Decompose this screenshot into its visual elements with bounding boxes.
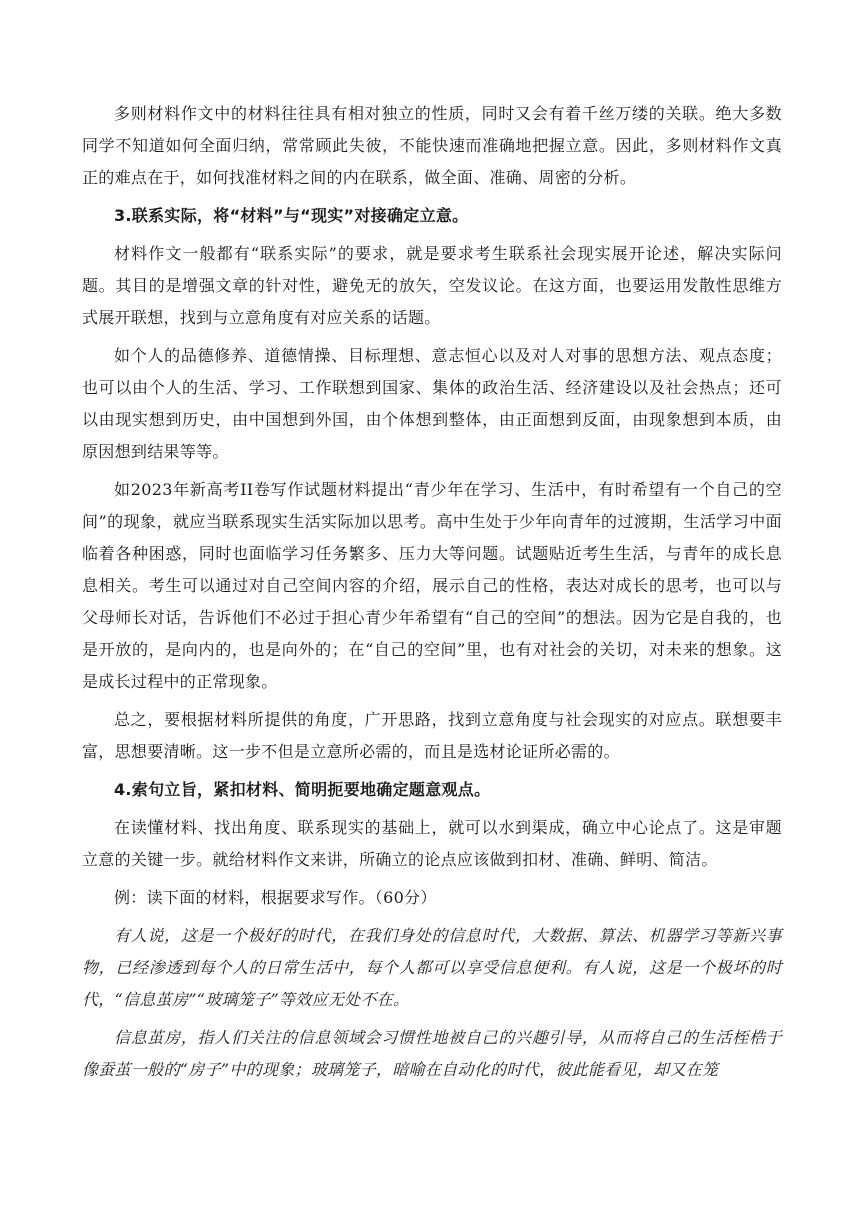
- paragraph-thesis: 在读懂材料、找出角度、联系现实的基础上，就可以水到渠成，确立中心论点了。这是审题立意的关键一步。就给材料作文来讲，所确立的论点应该做到扣材、准确、鲜明、简洁。: [82, 818, 782, 869]
- section-heading-4: 4.索句立旨，紧扣材料、简明扼要地确定题意观点。: [114, 780, 491, 799]
- paragraph-2023-exam: 如2023年新高考II卷写作试题材料提出“青少年在学习、生活中，有时希望有一个自己的空间”的现象，就应当联系现实生活实际加以思考。高中生处于少年向青年的过渡期，生活学习中面临着各种困惑，同时也面临学习任务繁多、压力大等问题。试题贴近考生生活，与青年的成长息息相关。考生可以通过对自己空间内容的介绍，展示自己的性格，表达对成长的思考，也可以与父母师长对话，告诉他们不必过于担心青少年希望有“自己的空间”的想法。因为它是自我的，也是开放的，是向内的，也是向外的；在“自己的空间”里，也有对社会的关切，对未来的想象。这是成长过程中的正常现象。: [82, 480, 782, 691]
- paragraph-intro: 多则材料作文中的材料往往具有相对独立的性质，同时又会有着千丝万缕的关联。绝大多数同学不知道如何全面归纳，常常顾此失彼，不能快速而准确地把握立意。因此，多则材料作文真正的难点在于，如何找准材料之间的内在联系，做全面、准确、周密的分析。: [82, 104, 782, 187]
- paragraph-examples-association: 如个人的品德修养、道德情操、目标理想、意志恒心以及对人对事的思想方法、观点态度；也可以由个人的生活、学习、工作联想到国家、集体的政治生活、经济建设以及社会热点；还可以由现实想到历史，由中国想到外国，由个体想到整体，由正面想到反面，由现象想到本质，由原因想到结果等等。: [82, 346, 782, 461]
- paragraph-connect-reality: 材料作文一般都有“联系实际”的要求，就是要求考生联系社会现实展开论述，解决实际问题。其目的是增强文章的针对性，避免无的放矢，空发议论。在这方面，也要运用发散性思维方式展开联想，找到与立意角度有对应关系的话题。: [82, 244, 782, 327]
- paragraph-summary: 总之，要根据材料所提供的角度，广开思路，找到立意角度与社会现实的对应点。联想要丰富，思想要清晰。这一步不但是立意所必需的，而且是选材论证所必需的。: [82, 710, 782, 761]
- material-paragraph-2: 信息茧房，指人们关注的信息领域会习惯性地被自己的兴趣引导，从而将自己的生活桎梏于像蚕茧一般的“房子”中的现象；玻璃笼子，暗喻在自动化的时代，彼此能看见，却又在笼: [82, 1028, 782, 1079]
- document-page: [82, 98, 782, 1086]
- section-heading-3: 3.联系实际，将“材料”与“现实”对接确定立意。: [114, 206, 469, 225]
- example-prompt: 例：读下面的材料，根据要求写作。（60分）: [114, 888, 437, 907]
- material-paragraph-1: 有人说，这是一个极好的时代，在我们身处的信息时代，大数据、算法、机器学习等新兴事物，已经渗透到每个人的日常生活中，每个人都可以享受信息便利。有人说，这是一个极坏的时代，“信息茧房”“玻璃笼子”等效应无处不在。: [82, 926, 782, 1009]
